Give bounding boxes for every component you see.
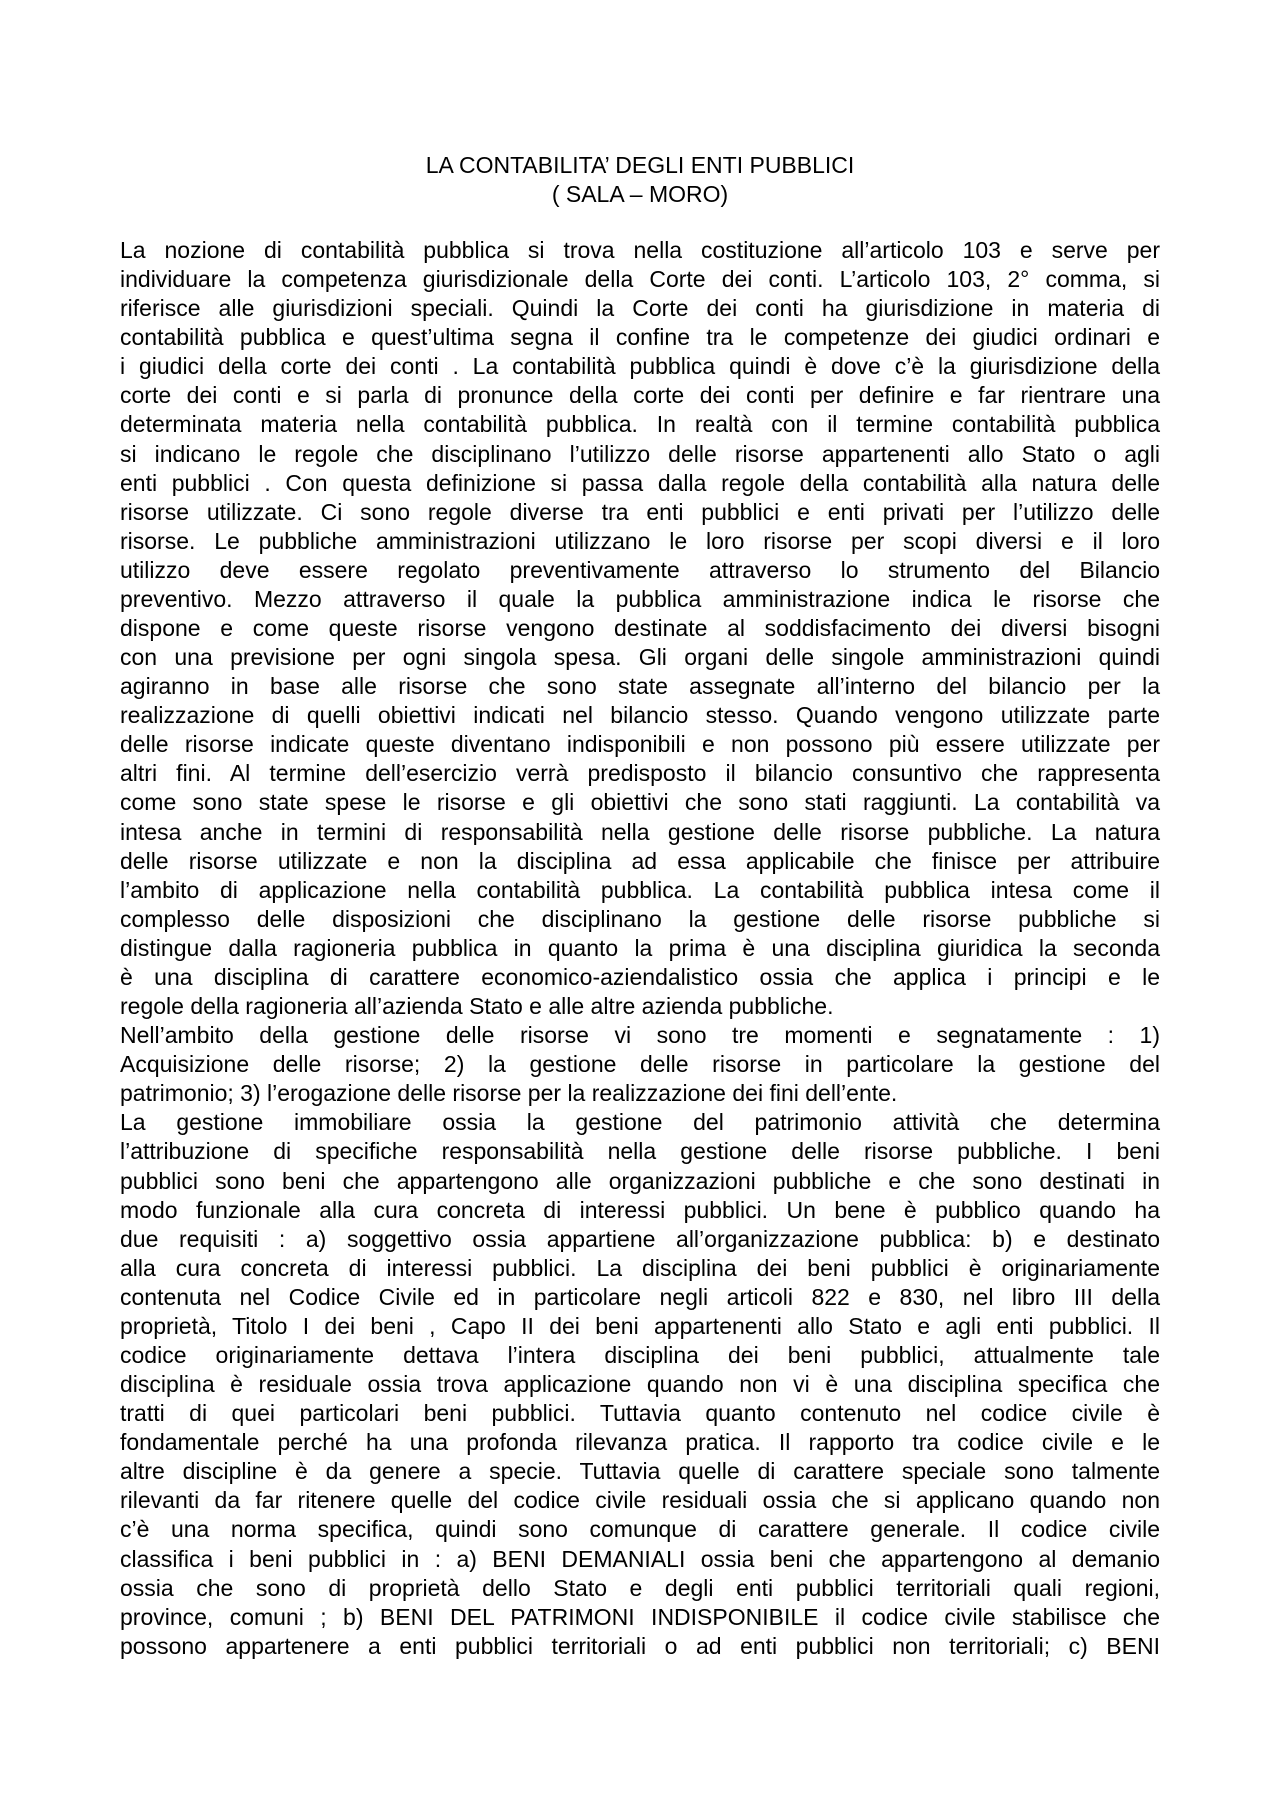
text-line: enti pubblici . Con questa definizione si passa dalla regole della contabilità alla natura delle — [120, 469, 1160, 496]
text-line: La nozione di contabilità pubblica si trova nella costituzione all’articolo 103 e serve per — [120, 237, 1160, 263]
text-line: con una previsione per ogni singola spesa. Gli organi delle singole amministrazioni quindi — [120, 644, 1160, 671]
text-line: contabilità pubblica e quest’ultima segna il confine tra le competenze dei giudici ordinari e — [120, 324, 1160, 351]
paragraph — [120, 1108, 1160, 1660]
text-line: possono appartenere a enti pubblici territoriali o ad enti pubblici non territoriali; c) BENI — [120, 1632, 1160, 1659]
text-line: preventivo. Mezzo attraverso il quale la pubblica amministrazione indica le risorse che — [120, 585, 1160, 612]
text-line: l’ambito di applicazione nella contabilità pubblica. La contabilità pubblica intesa come il — [120, 876, 1160, 903]
text-line: individuare la competenza giurisdizionale della Corte dei conti. L’articolo 103, 2° comma, si — [120, 266, 1160, 293]
text-line: regole della ragioneria all’azienda Stato e alle altre azienda pubbliche. — [120, 993, 834, 1020]
text-line: due requisiti : a) soggettivo ossia appartiene all’organizzazione pubblica: b) e destinato — [120, 1225, 1160, 1252]
document-title: LA CONTABILITA’ DEGLI ENTI PUBBLICI — [425, 152, 855, 178]
title-block — [0, 151, 1280, 209]
text-line: utilizzo deve essere regolato preventivamente attraverso lo strumento del Bilancio — [120, 556, 1160, 583]
text-line: ossia che sono di proprietà dello Stato e degli enti pubblici territoriali quali regioni, — [120, 1574, 1160, 1601]
text-line: rilevanti da far ritenere quelle del codice civile residuali ossia che si applicano quando non — [120, 1487, 1160, 1514]
text-line: dispone e come queste risorse vengono destinate al soddisfacimento dei diversi bisogni — [120, 615, 1160, 642]
text-line: riferisce alle giurisdizioni speciali. Quindi la Corte dei conti ha giurisdizione in materia di — [120, 295, 1160, 322]
text-line: Nell’ambito della gestione delle risorse vi sono tre momenti e segnatamente : 1) — [120, 1022, 1160, 1049]
text-line: tratti di quei particolari beni pubblici. Tuttavia quanto contenuto nel codice civile è — [120, 1400, 1160, 1427]
text-line: l’attribuzione di specifiche responsabilità nella gestione delle risorse pubbliche. I beni — [120, 1138, 1160, 1165]
text-line: pubblici sono beni che appartengono alle organizzazioni pubbliche e che sono destinati in — [120, 1167, 1160, 1194]
text-line: delle risorse utilizzate e non la disciplina ad essa applicabile che finisce per attribuire — [120, 847, 1160, 874]
text-line: patrimonio; 3) l’erogazione delle risorse per la realizzazione dei fini dell’ente. — [120, 1080, 898, 1107]
text-line: province, comuni ; b) BENI DEL PATRIMONI INDISPONIBILE il codice civile stabilisce che — [120, 1603, 1160, 1630]
text-line: alla cura concreta di interessi pubblici. La disciplina dei beni pubblici è originariamente — [120, 1254, 1160, 1281]
text-line: fondamentale perché ha una profonda rilevanza pratica. Il rapporto tra codice civile e le — [120, 1429, 1160, 1456]
text-line: agiranno in base alle risorse che sono state assegnate all’interno del bilancio per la — [120, 673, 1160, 700]
text-line: codice originariamente dettava l’intera disciplina dei beni pubblici, attualmente tale — [120, 1341, 1160, 1368]
text-line: realizzazione di quelli obiettivi indicati nel bilancio stesso. Quando vengono utilizzate parte — [120, 702, 1160, 729]
text-line: complesso delle disposizioni che disciplinano la gestione delle risorse pubbliche si — [120, 905, 1160, 932]
text-line: altre discipline è da genere a specie. Tuttavia quelle di carattere speciale sono talmente — [120, 1458, 1160, 1485]
text-line: corte dei conti e si parla di pronunce della corte dei conti per definire e far rientrare una — [120, 382, 1160, 409]
text-line: si indicano le regole che disciplinano l’utilizzo delle risorse appartenenti allo Stato o agli — [120, 440, 1160, 467]
paragraph — [120, 236, 1160, 1021]
document-subtitle: ( SALA – MORO) — [551, 181, 729, 207]
text-line: contenuta nel Codice Civile ed in particolare negli articoli 822 e 830, nel libro III della — [120, 1283, 1160, 1310]
paragraph — [120, 1021, 1160, 1108]
text-line: Acquisizione delle risorse; 2) la gestione delle risorse in particolare la gestione del — [120, 1051, 1160, 1078]
text-line: come sono state spese le risorse e gli obiettivi che sono stati raggiunti. La contabilità va — [120, 789, 1160, 816]
text-line: La gestione immobiliare ossia la gestione del patrimonio attività che determina — [120, 1109, 1160, 1136]
text-line: proprietà, Titolo I dei beni , Capo II dei beni appartenenti allo Stato e agli enti pubblici. Il — [120, 1312, 1160, 1339]
text-line: altri fini. Al termine dell’esercizio verrà predisposto il bilancio consuntivo che rappresenta — [120, 760, 1160, 787]
text-line: distingue dalla ragioneria pubblica in quanto la prima è una disciplina giuridica la seconda — [120, 934, 1160, 961]
text-line: c’è una norma specifica, quindi sono comunque di carattere generale. Il codice civile — [120, 1516, 1160, 1543]
text-line: determinata materia nella contabilità pubblica. In realtà con il termine contabilità pubblica — [120, 411, 1160, 438]
text-line: disciplina è residuale ossia trova applicazione quando non vi è una disciplina specifica che — [120, 1371, 1160, 1398]
text-line: risorse. Le pubbliche amministrazioni utilizzano le loro risorse per scopi diversi e il loro — [120, 527, 1160, 554]
text-line: è una disciplina di carattere economico-aziendalistico ossia che applica i principi e le — [120, 963, 1160, 990]
text-line: risorse utilizzate. Ci sono regole diverse tra enti pubblici e enti privati per l’utilizzo delle — [120, 498, 1160, 525]
document-body — [120, 236, 1160, 1661]
text-line: i giudici della corte dei conti . La contabilità pubblica quindi è dove c’è la giurisdizione della — [120, 353, 1160, 380]
text-line: intesa anche in termini di responsabilità nella gestione delle risorse pubbliche. La natura — [120, 818, 1160, 845]
text-line: delle risorse indicate queste diventano indisponibili e non possono più essere utilizzate per — [120, 731, 1160, 758]
text-line: modo funzionale alla cura concreta di interessi pubblici. Un bene è pubblico quando ha — [120, 1196, 1160, 1223]
text-line: classifica i beni pubblici in : a) BENI DEMANIALI ossia beni che appartengono al demanio — [120, 1545, 1160, 1572]
